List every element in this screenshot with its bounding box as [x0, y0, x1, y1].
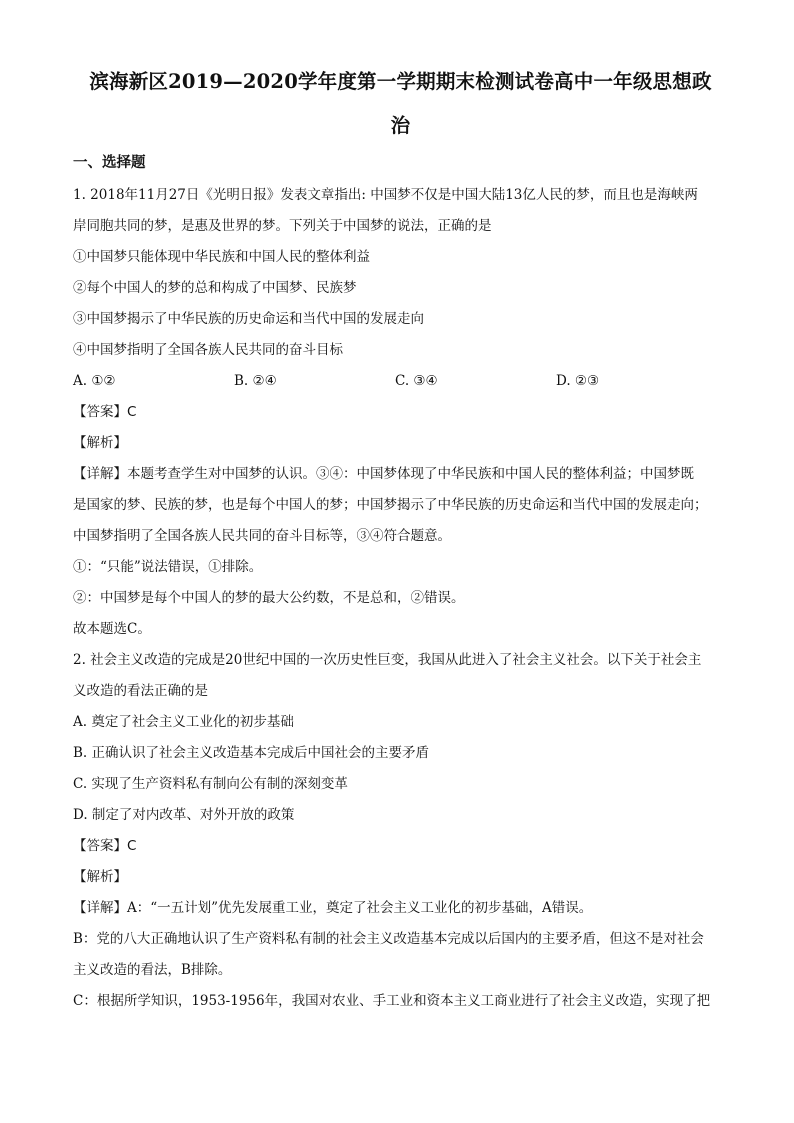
question-1: [73, 180, 728, 645]
question-1-detail-line-3: 中国梦指明了全国各族人民共同的奋斗目标等，③④符合题意。: [73, 528, 451, 544]
question-2-answer: 【答案】C: [73, 838, 137, 854]
question-1-detail-line-6: 故本题选C。: [73, 621, 151, 637]
question-2-stem-line-2: 义改造的看法正确的是: [73, 683, 208, 699]
question-1-detail-line-2: 是国家的梦、民族的梦，也是每个中国人的梦；中国梦揭示了中华民族的历史命运和当代中国的发展走向；: [73, 497, 708, 513]
question-1-stem-line-1: 1. 2018年11月27日《光明日报》发表文章指出: 中国梦不仅是中国大陆13亿人民的梦，而且也是海峡两: [73, 187, 698, 203]
question-1-statement-4: ④中国梦指明了全国各族人民共同的奋斗目标: [73, 342, 343, 358]
question-1-detail-line-4: ①：“只能”说法错误，①排除。: [73, 559, 263, 575]
question-1-detail-line-5: ②：中国梦是每个中国人的梦的最大公约数，不是总和，②错误。: [73, 590, 465, 606]
question-2-detail-line-1: 【详解】A：“一五计划”优先发展重工业，奠定了社会主义工业化的初步基础，A错误。: [73, 900, 593, 916]
question-2-detail-line-3: 主义改造的看法，B排除。: [73, 962, 232, 978]
question-1-analysis-label: 【解析】: [73, 435, 127, 451]
question-1-option-d: D. ②③: [556, 373, 600, 389]
question-2-option-b: B. 正确认识了社会主义改造基本完成后中国社会的主要矛盾: [73, 745, 430, 761]
question-1-statement-1: ①中国梦只能体现中华民族和中国人民的整体利益: [73, 249, 370, 265]
question-1-options: [73, 366, 728, 397]
title-line-2: 治: [390, 114, 411, 137]
question-2-option-c: C. 实现了生产资料私有制向公有制的深刻变革: [73, 776, 348, 792]
section-heading: 一、选择题: [73, 155, 146, 171]
question-1-detail-line-1: 【详解】本题考查学生对中国梦的认识。③④：中国梦体现了中华民族和中国人民的整体利益；中国梦既: [73, 466, 694, 482]
document-title: [73, 60, 728, 148]
question-1-option-a: A. ①②: [73, 373, 116, 389]
question-1-statement-3: ③中国梦揭示了中华民族的历史命运和当代中国的发展走向: [73, 311, 424, 327]
question-1-option-c: C. ③④: [395, 373, 438, 389]
question-2-detail-line-4: C：根据所学知识，1953-1956年，我国对农业、手工业和资本主义工商业进行了社会主义改造，实现了把: [73, 993, 711, 1009]
question-2: [73, 645, 728, 1017]
question-2-analysis-label: 【解析】: [73, 869, 127, 885]
question-1-statement-2: ②每个中国人的梦的总和构成了中国梦、民族梦: [73, 280, 357, 296]
question-1-stem-line-2: 岸同胞共同的梦，是惠及世界的梦。下列关于中国梦的说法，正确的是: [73, 218, 492, 234]
question-1-answer: 【答案】C: [73, 404, 137, 420]
question-1-option-b: B. ②④: [234, 373, 277, 389]
title-line-1: 滨海新区2019—2020学年度第一学期期末检测试卷高中一年级思想政: [89, 70, 712, 93]
question-2-option-a: A. 奠定了社会主义工业化的初步基础: [73, 714, 294, 730]
question-2-stem-line-1: 2. 社会主义改造的完成是20世纪中国的一次历史性巨变，我国从此进入了社会主义社会。以下关于社会主: [73, 652, 702, 668]
question-2-detail-line-2: B：党的八大正确地认识了生产资料私有制的社会主义改造基本完成以后国内的主要矛盾，但这不是对社会: [73, 931, 704, 947]
question-2-option-d: D. 制定了对内改革、对外开放的政策: [73, 807, 295, 823]
